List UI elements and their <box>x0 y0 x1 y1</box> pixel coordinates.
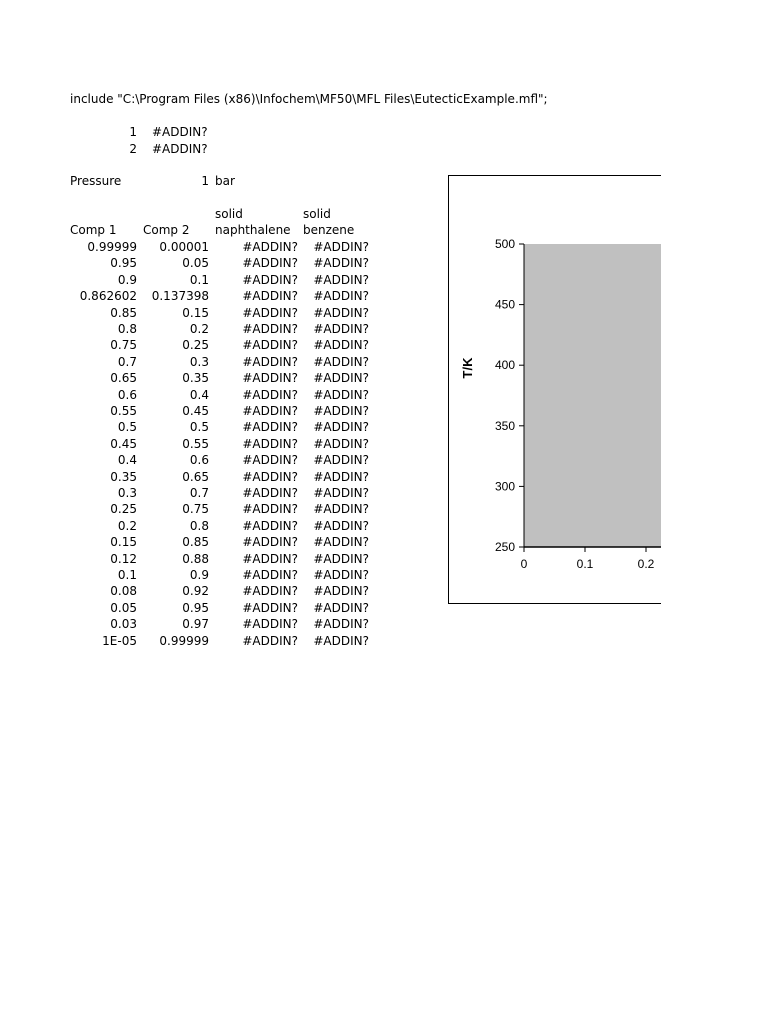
cell-naphthalene: #ADDIN? <box>242 486 298 500</box>
cell-naphthalene: #ADDIN? <box>242 388 298 402</box>
cell-comp1: 0.45 <box>110 437 137 451</box>
cell-naphthalene: #ADDIN? <box>242 338 298 352</box>
chart-frame <box>448 175 688 604</box>
cell-benzene: #ADDIN? <box>313 289 369 303</box>
header-benzene: benzene <box>303 223 355 237</box>
cell-comp2: 0.7 <box>189 486 209 500</box>
cell-benzene: #ADDIN? <box>313 388 369 402</box>
cell-comp1: 0.99999 <box>87 240 137 254</box>
cell-comp1: 0.9 <box>117 273 137 287</box>
x-tick-label: 0.1 <box>576 557 594 571</box>
cell-naphthalene: #ADDIN? <box>242 601 298 615</box>
cell-comp1: 0.25 <box>110 502 137 516</box>
cell-benzene: #ADDIN? <box>313 601 369 615</box>
y-tick-label: 500 <box>494 237 515 251</box>
cell-comp1: 0.12 <box>110 552 137 566</box>
cell-benzene: #ADDIN? <box>313 470 369 484</box>
cell-comp1: 0.2 <box>117 519 137 533</box>
include-line: include "C:\Program Files (x86)\Infochem\MF50\MFL Files\EutecticExample.mfl"; <box>70 92 548 106</box>
cell-comp1: 0.6 <box>117 388 137 402</box>
page-margin <box>661 0 768 1024</box>
cell-benzene: #ADDIN? <box>313 256 369 270</box>
cell-naphthalene: #ADDIN? <box>242 306 298 320</box>
cell-comp2: 0.65 <box>182 470 209 484</box>
cell-benzene: #ADDIN? <box>313 584 369 598</box>
cell-benzene: #ADDIN? <box>313 420 369 434</box>
cell-comp1: 0.35 <box>110 470 137 484</box>
cell-comp1: 0.75 <box>110 338 137 352</box>
cell-naphthalene: #ADDIN? <box>242 453 298 467</box>
cell-benzene: #ADDIN? <box>313 371 369 385</box>
pressure-label: Pressure <box>70 174 122 188</box>
cell-comp1: 0.15 <box>110 535 137 549</box>
cell-comp1: 0.7 <box>117 355 137 369</box>
cell-naphthalene: #ADDIN? <box>242 535 298 549</box>
cell-naphthalene: #ADDIN? <box>242 355 298 369</box>
cell-comp2: 0.85 <box>182 535 209 549</box>
cell-comp2: 0.6 <box>189 453 209 467</box>
cell-naphthalene: #ADDIN? <box>242 289 298 303</box>
cell-naphthalene: #ADDIN? <box>242 634 298 648</box>
cell-comp2: 0.4 <box>189 388 209 402</box>
cell-naphthalene: #ADDIN? <box>242 371 298 385</box>
cell-benzene: #ADDIN? <box>313 355 369 369</box>
x-tick-label: 0.2 <box>637 557 655 571</box>
cell-benzene: #ADDIN? <box>313 437 369 451</box>
cell-comp2: 0.88 <box>182 552 209 566</box>
pressure-value: 1 <box>201 174 209 188</box>
cell-comp2: 0.97 <box>182 617 209 631</box>
cell-benzene: #ADDIN? <box>313 453 369 467</box>
y-tick-label: 450 <box>494 297 515 312</box>
cell-naphthalene: #ADDIN? <box>242 519 298 533</box>
addin-index-2: 2 <box>129 142 137 156</box>
cell-naphthalene: #ADDIN? <box>242 240 298 254</box>
cell-benzene: #ADDIN? <box>313 306 369 320</box>
cell-comp2: 0.00001 <box>159 240 209 254</box>
cell-comp1: 0.08 <box>110 584 137 598</box>
cell-comp1: 0.65 <box>110 371 137 385</box>
header-naphthalene: naphthalene <box>215 223 291 237</box>
cell-comp1: 0.4 <box>117 453 137 467</box>
cell-naphthalene: #ADDIN? <box>242 470 298 484</box>
cell-benzene: #ADDIN? <box>313 273 369 287</box>
addin-value-1: #ADDIN? <box>152 125 208 139</box>
cell-comp2: 0.25 <box>182 338 209 352</box>
cell-benzene: #ADDIN? <box>313 502 369 516</box>
cell-comp2: 0.9 <box>189 568 209 582</box>
cell-comp1: 0.85 <box>110 306 137 320</box>
cell-comp2: 0.05 <box>182 256 209 270</box>
cell-comp2: 0.75 <box>182 502 209 516</box>
cell-benzene: #ADDIN? <box>313 338 369 352</box>
addin-index-1: 1 <box>129 125 137 139</box>
header-solid-1: solid <box>215 207 243 221</box>
cell-benzene: #ADDIN? <box>313 535 369 549</box>
cell-comp1: 0.5 <box>117 420 137 434</box>
cell-comp2: 0.55 <box>182 437 209 451</box>
cell-benzene: #ADDIN? <box>313 617 369 631</box>
cell-comp1: 0.862602 <box>79 289 137 303</box>
cell-benzene: #ADDIN? <box>313 519 369 533</box>
cell-comp1: 0.1 <box>117 568 137 582</box>
cell-naphthalene: #ADDIN? <box>242 617 298 631</box>
y-axis-label: T/K <box>460 357 475 379</box>
y-tick-label: 300 <box>494 479 515 494</box>
cell-comp2: 0.2 <box>189 322 209 336</box>
cell-comp1: 1E-05 <box>102 634 137 648</box>
chart <box>448 175 688 604</box>
cell-benzene: #ADDIN? <box>313 486 369 500</box>
cell-comp1: 0.05 <box>110 601 137 615</box>
cell-naphthalene: #ADDIN? <box>242 322 298 336</box>
cell-benzene: #ADDIN? <box>313 568 369 582</box>
cell-comp1: 0.8 <box>117 322 137 336</box>
cell-naphthalene: #ADDIN? <box>242 420 298 434</box>
cell-comp2: 0.1 <box>189 273 209 287</box>
header-comp2: Comp 2 <box>143 223 190 237</box>
cell-comp1: 0.95 <box>110 256 137 270</box>
cell-benzene: #ADDIN? <box>313 404 369 418</box>
header-comp1: Comp 1 <box>70 223 117 237</box>
cell-comp1: 0.3 <box>117 486 137 500</box>
cell-comp2: 0.92 <box>182 584 209 598</box>
cell-comp2: 0.8 <box>189 519 209 533</box>
cell-naphthalene: #ADDIN? <box>242 273 298 287</box>
cell-comp1: 0.03 <box>110 617 137 631</box>
cell-comp2: 0.3 <box>189 355 209 369</box>
cell-naphthalene: #ADDIN? <box>242 437 298 451</box>
cell-naphthalene: #ADDIN? <box>242 552 298 566</box>
cell-comp1: 0.55 <box>110 404 137 418</box>
cell-comp2: 0.35 <box>182 371 209 385</box>
cell-comp2: 0.5 <box>189 420 209 434</box>
cell-benzene: #ADDIN? <box>313 552 369 566</box>
x-tick-label: 0 <box>520 557 528 571</box>
cell-naphthalene: #ADDIN? <box>242 502 298 516</box>
addin-value-2: #ADDIN? <box>152 142 208 156</box>
cell-naphthalene: #ADDIN? <box>242 584 298 598</box>
cell-benzene: #ADDIN? <box>313 634 369 648</box>
cell-benzene: #ADDIN? <box>313 240 369 254</box>
cell-comp2: 0.137398 <box>151 289 209 303</box>
cell-comp2: 0.99999 <box>159 634 209 648</box>
cell-comp2: 0.15 <box>182 306 209 320</box>
cell-naphthalene: #ADDIN? <box>242 256 298 270</box>
cell-comp2: 0.95 <box>182 601 209 615</box>
pressure-unit: bar <box>215 174 235 188</box>
cell-comp2: 0.45 <box>182 404 209 418</box>
y-tick-label: 350 <box>494 418 515 433</box>
y-tick-label: 400 <box>494 358 515 373</box>
header-solid-2: solid <box>303 207 331 221</box>
cell-naphthalene: #ADDIN? <box>242 404 298 418</box>
y-tick-label: 250 <box>494 540 515 554</box>
cell-benzene: #ADDIN? <box>313 322 369 336</box>
cell-naphthalene: #ADDIN? <box>242 568 298 582</box>
